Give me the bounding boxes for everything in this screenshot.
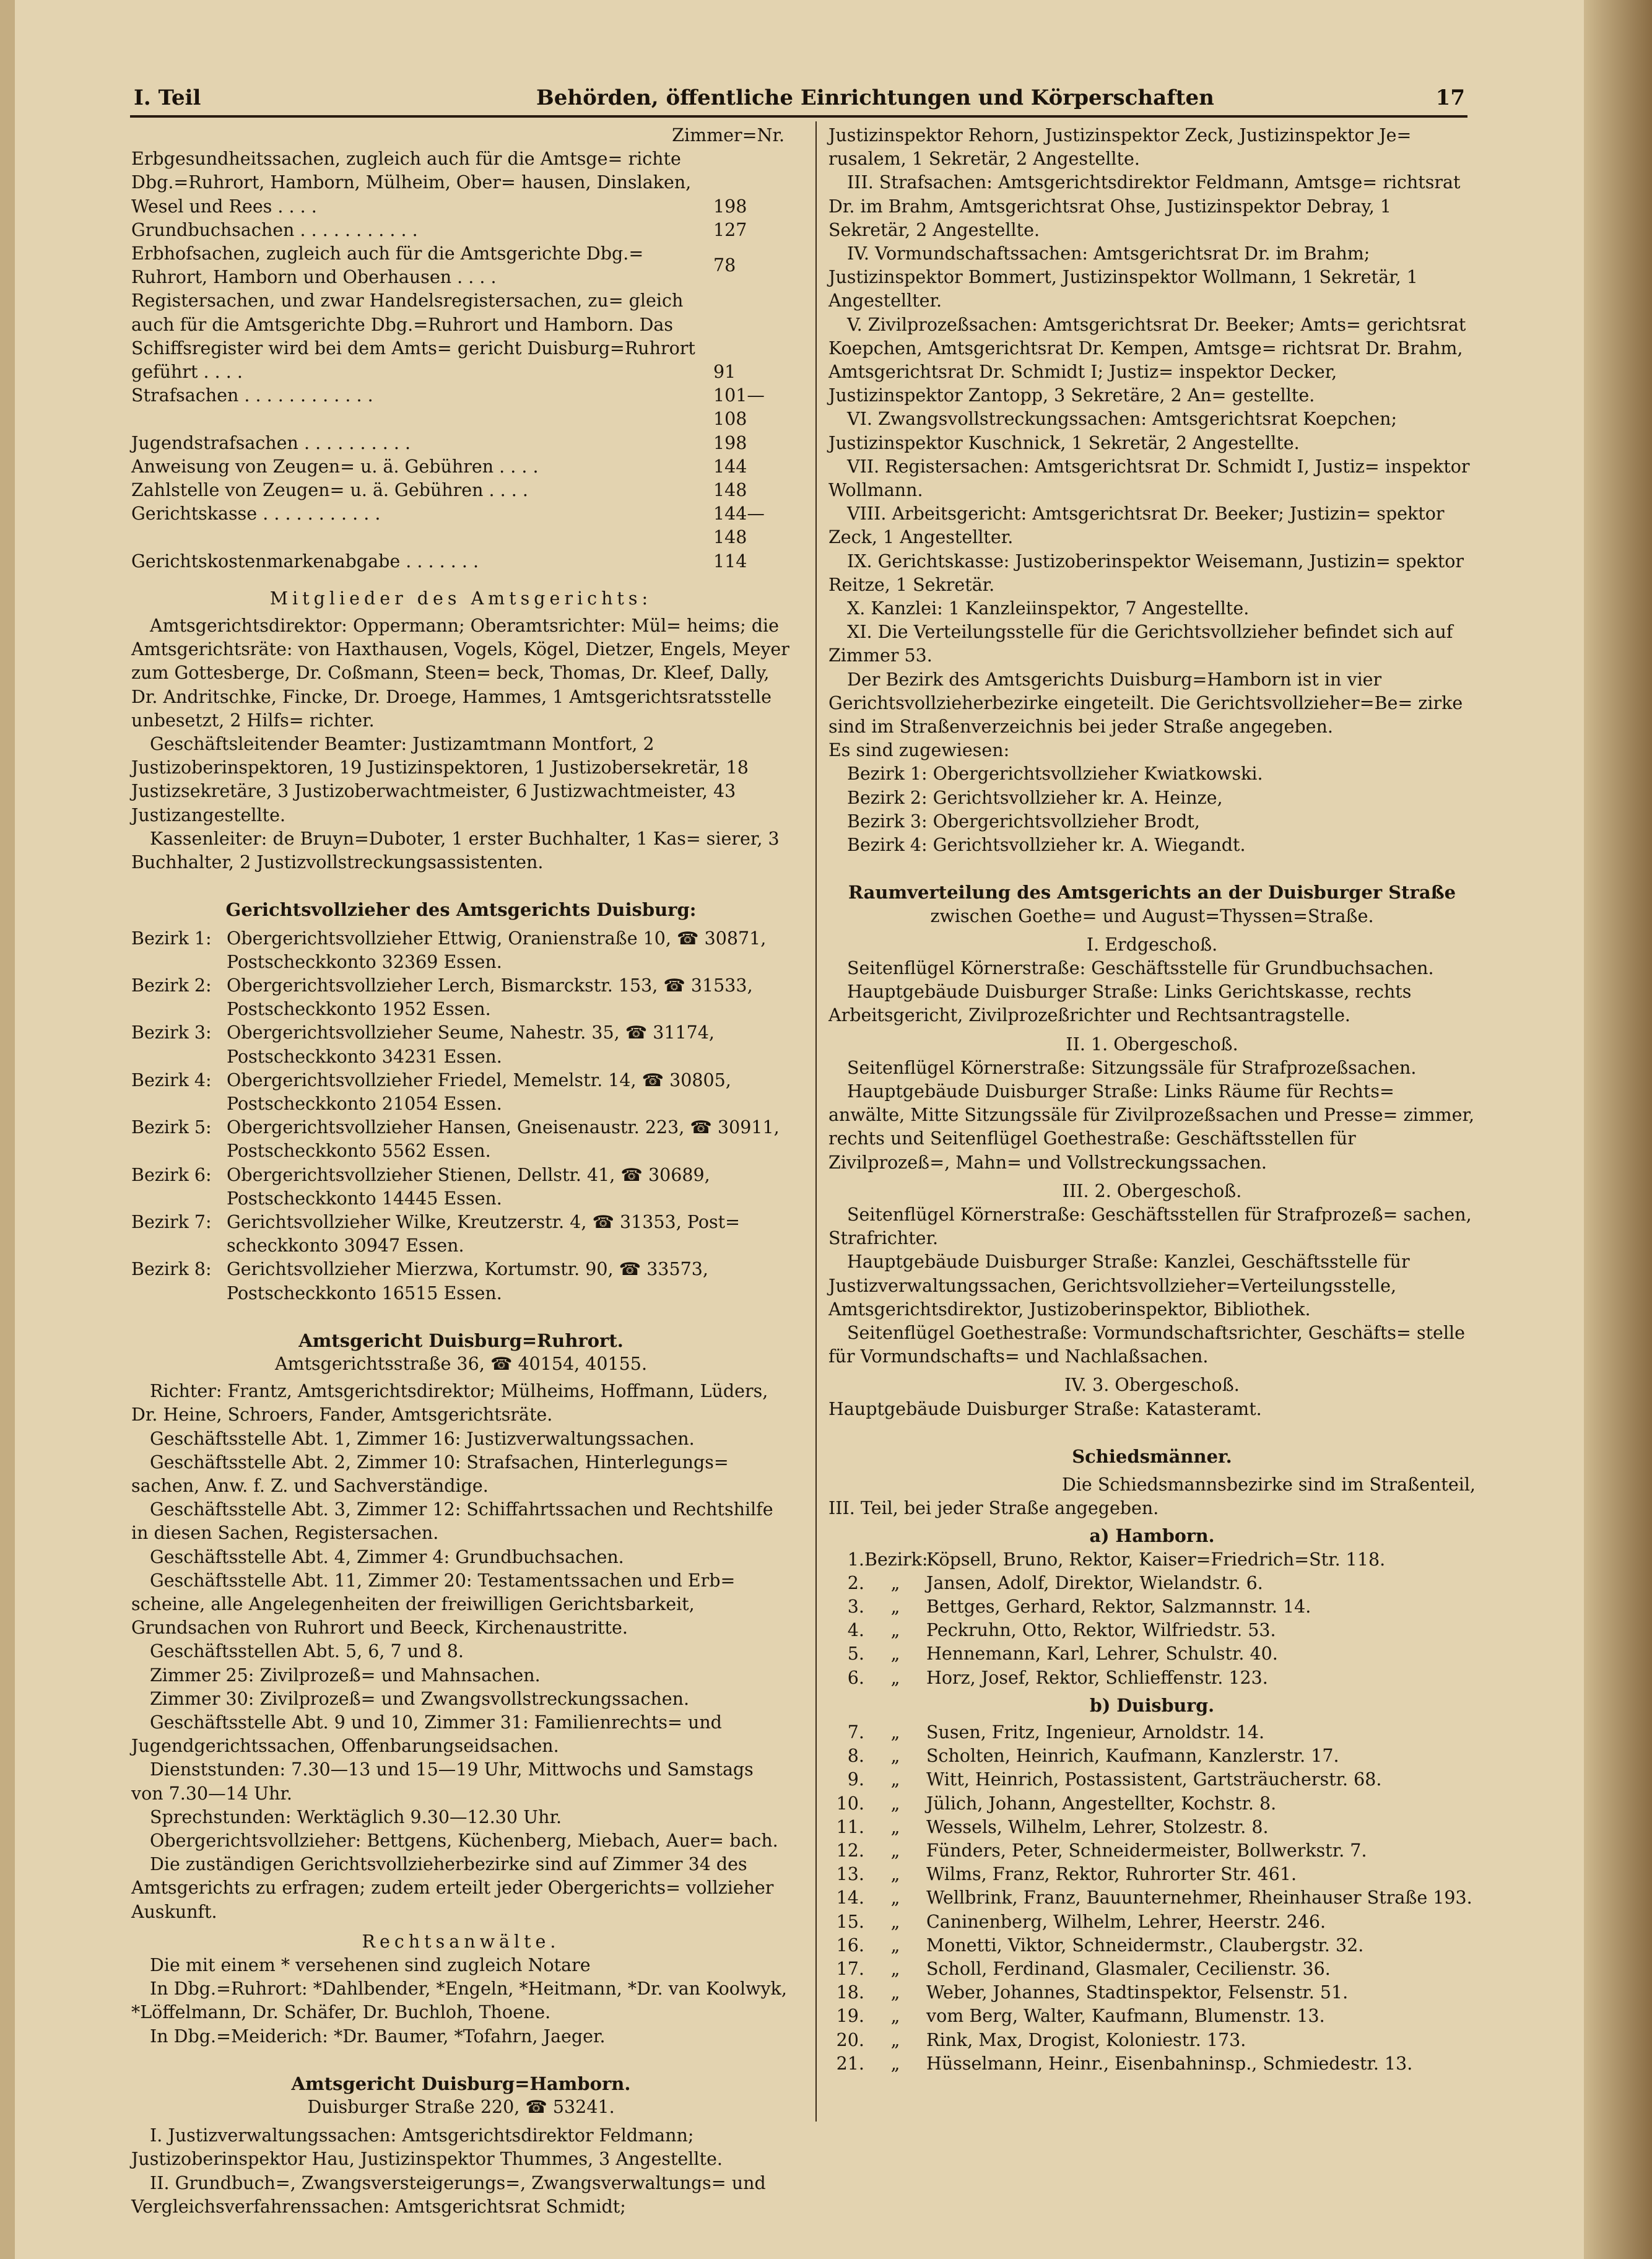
members-heading: Mitglieder des Amtsgerichts: [269,588,653,609]
floor-title: III. 2. Obergeschoß. [1062,1180,1242,1201]
raum-subheading: zwischen Goethe= und August=Thyssen=Straße. [930,905,1374,926]
floor-para: Hauptgebäude Duisburger Straße: Katasteramt. [828,1398,1262,1419]
hamborn-para: I. Justizverwaltungssachen: Amtsgerichtsdirektor Feldmann; Justizoberinspektor Hau, Justizinspektor Thummes, 3 Angestellte. [131,2125,723,2170]
ruhrort-para: Zimmer 25: Zivilprozeß= und Mahnsachen. [150,1665,541,1686]
list-item: 18. „ Weber, Johannes, Stadtinspektor, Felsenstr. 51. [836,1982,1349,2003]
right-column [828,124,1476,2076]
hamborn-address: Duisburger Straße 220, ☎ 53241. [307,2097,615,2118]
gv-entry: Bezirk 4: Obergerichtsvollzieher Friedel, Memelstr. 14, ☎ 30805, Postscheckkonto 21054 Essen. [131,1069,731,1114]
ruhrort-para: Obergerichtsvollzieher: Bettgens, Küchenberg, Miebach, Auer= bach. [150,1830,778,1852]
list-item: 7. „ Susen, Fritz, Ingenieur, Arnoldstr. 14. [847,1722,1265,1743]
cont-para: VI. Zwangsvollstreckungssachen: Amtsgerichtsrat Koepchen; Justizinspektor Kuschnick, 1 Sekretär, 2 Angestellte. [828,409,1398,453]
header-rule [130,115,1467,118]
list-item: 9. „ Witt, Heinrich, Postassistent, Gartsträucherstr. 68. [847,1769,1382,1790]
hamborn-heading: Amtsgericht Duisburg=Hamborn. [291,2073,631,2094]
floor-para: Hauptgebäude Duisburger Straße: Kanzlei, Geschäftsstelle für Justizverwaltungssachen, Gerichtsvollzieher=Verteilungsstelle, Amtsgerichtsdirektor, Justizoberinspektor, Bibliothek. [828,1251,1410,1320]
ruhrort-para: Dienststunden: 7.30—13 und 15—19 Uhr, Mittwochs und Samstags von 7.30—14 Uhr. [131,1759,754,1804]
gv-entry: Bezirk 5: Obergerichtsvollzieher Hansen, Gneisenaustr. 223, ☎ 30911, Postscheckkonto 5562 Essen. [131,1117,780,1162]
page-edge-shadow [1584,0,1652,2259]
index-row: Gerichtskasse . . . . . . . . . . . 144—148 [131,503,765,548]
members-para: Kassenleiter: de Bruyn=Duboter, 1 erster Buchhalter, 1 Kas= sierer, 3 Buchhalter, 2 Justizvollstreckungsassistenten. [131,828,780,873]
floor-title: I. Erdgeschoß. [1086,934,1218,955]
list-item: 8. „ Scholten, Heinrich, Kaufmann, Kanzlerstr. 17. [847,1746,1339,1767]
list-item: 17. „ Scholl, Ferdinand, Glasmaler, Cecilienstr. 36. [836,1959,1331,1980]
ra-heading: Rechtsanwälte. [362,1931,560,1952]
raum-heading: Raumverteilung des Amtsgerichts an der Duisburger Straße [848,882,1456,903]
floor-para: Seitenflügel Goethestraße: Vormundschaftsrichter, Geschäfts= stelle für Vormundschafts= und Nachlaßsachen. [828,1322,1466,1367]
floor-title: IV. 3. Obergeschoß. [1064,1375,1240,1396]
ruhrort-para: Geschäftsstelle Abt. 11, Zimmer 20: Testamentssachen und Erb= scheine, alle Angelegenheiten der freiwilligen Gerichtsbarkeit, Grundsachen von Ruhrort und Beeck, Kirchenaustritte. [131,1570,736,1639]
cont-para: IX. Gerichtskasse: Justizoberinspektor Weisemann, Justizin= spektor Reitze, 1 Sekretär. [828,551,1464,595]
list-item: 10. „ Jülich, Johann, Angestellter, Kochstr. 8. [836,1793,1277,1814]
index-row: Erbgesundheitssachen, zugleich auch für die Amtsge= richte Dbg.=Ruhrort, Hamborn, Mülheim, Ober= hausen, Dinslaken, Wesel und Rees . . . . 198 [131,149,747,217]
left-column [131,124,791,2219]
list-item: 14. „ Wellbrink, Franz, Bauunternehmer, Rheinhauser Straße 193. [836,1887,1472,1909]
schiedsmaenner-intro: Die Schiedsmannsbezirke sind im Straßenteil, [1061,1474,1476,1495]
part-label: I. Teil [134,85,201,110]
ra-para: In Dbg.=Meiderich: *Dr. Baumer, *Tofahrn, Jaeger. [150,2026,606,2047]
list-item: 11. „ Wessels, Wilhelm, Lehrer, Stolzestr. 8. [836,1816,1269,1837]
cont-para: IV. Vormundschaftssachen: Amtsgerichtsrat Dr. im Brahm; Justizinspektor Bommert, Justizinspektor Wollmann, 1 Sekretär, 1 Angestellter. [828,243,1418,311]
gv-entry: Bezirk 7: Gerichtsvollzieher Wilke, Kreutzerstr. 4, ☎ 31353, Post= scheckkonto 30947 Essen. [131,1211,740,1256]
list-item: 12. „ Fünders, Peter, Schneidermeister, Bollwerkstr. 7. [836,1840,1367,1861]
ra-para: Die mit einem * versehenen sind zugleich Notare [150,1955,591,1976]
index-row: Zahlstelle von Zeugen= u. ä. Gebühren . . . . 148 [131,480,747,501]
list-item: 3. „ Bettges, Gerhard, Rektor, Salzmannstr. 14. [847,1596,1311,1617]
list-item: 21. „ Hüsselmann, Heinr., Eisenbahninsp., Schmiedestr. 13. [836,2053,1413,2074]
gv-entry: Bezirk 6: Obergerichtsvollzieher Stienen, Dellstr. 41, ☎ 30689, Postscheckkonto 14445 Essen. [131,1164,710,1209]
index-row: Erbhofsachen, zugleich auch für die Amtsgerichte Dbg.= Ruhrort, Hamborn und Oberhausen . . . . 78 [131,243,736,288]
running-header [134,85,1465,115]
cont-para: VII. Registersachen: Amtsgerichtsrat Dr. Schmidt I, Justiz= inspektor Wollmann. [828,456,1470,501]
header-title: Behörden, öffentliche Einrichtungen und Körperschaften [536,85,1214,110]
duisburg-list [828,1721,1476,2076]
cont-para: XI. Die Verteilungsstelle für die Gerichtsvollzieher befindet sich auf Zimmer 53. [828,622,1453,666]
ruhrort-para: Geschäftsstelle Abt. 2, Zimmer 10: Strafsachen, Hinterlegungs= sachen, Anw. f. Z. und Sachverständige. [131,1452,729,1496]
floor-para: Hauptgebäude Duisburger Straße: Links Räume für Rechts= anwälte, Mitte Sitzungssäle für Zivilprozeßsachen und Presse= zimmer, rechts und Seitenflügel Goethestraße: Geschäftsstellen für Zivilprozeß=, Mahn= und Vollstreckungssachen. [828,1081,1475,1173]
cont-para: III. Strafsachen: Amtsgerichtsdirektor Feldmann, Amtsge= richtsrat Dr. im Brahm, Amtsgerichtsrat Ohse, Justizinspektor Debray, 1 Sekretär, 2 Angestellte. [828,172,1461,240]
hamborn-para: II. Grundbuch=, Zwangsversteigerungs=, Zwangsverwaltungs= und Vergleichsverfahrenssachen: Amtsgerichtsrat Schmidt; [131,2172,766,2217]
ruhrort-para: Geschäftsstelle Abt. 1, Zimmer 16: Justizverwaltungssachen. [150,1428,695,1449]
assigned-list [828,762,1476,857]
gv-entry: Bezirk 3: Obergerichtsvollzieher Seume, Nahestr. 35, ☎ 31174, Postscheckkonto 34231 Essen. [131,1022,715,1067]
assigned-item: Bezirk 3: Obergerichtsvollzieher Brodt, [847,811,1200,832]
floor-para: Hauptgebäude Duisburger Straße: Links Gerichtskasse, rechts Arbeitsgericht, Zivilprozeßrichter und Rechtsantragstelle. [828,982,1412,1026]
list-item: 1. Bezirk: Köpsell, Bruno, Rektor, Kaiser=Friedrich=Str. 118. [847,1549,1386,1570]
gv-entry: Bezirk 2: Obergerichtsvollzieher Lerch, Bismarckstr. 153, ☎ 31533, Postscheckkonto 1952 Essen. [131,975,753,1020]
ruhrort-para: Die zuständigen Gerichtsvollzieherbezirke sind auf Zimmer 34 des Amtsgerichts zu erfragen; zudem erteilt jeder Obergerichts= vollzieher Auskunft. [131,1854,774,1922]
list-item: 4. „ Peckruhn, Otto, Rektor, Wilfriedstr. 53. [847,1620,1276,1641]
schiedsmaenner-intro: III. Teil, bei jeder Straße angegeben. [828,1498,1159,1519]
list-item: 2. „ Jansen, Adolf, Direktor, Wielandstr. 6. [847,1572,1263,1593]
ra-para: In Dbg.=Ruhrort: *Dahlbender, *Engeln, *Heitmann, *Dr. van Koolwyk, *Löffelmann, Dr. Schäfer, Dr. Buchloh, Thoene. [131,1978,787,2023]
gv-heading: Gerichtsvollzieher des Amtsgerichts Duisburg: [225,899,697,921]
cont-para: X. Kanzlei: 1 Kanzleiinspektor, 7 Angestellte. [847,598,1250,619]
cont-para: VIII. Arbeitsgericht: Amtsgerichtsrat Dr. Beeker; Justizin= spektor Zeck, 1 Angestellter. [828,503,1445,548]
column-divider [815,121,817,2122]
cont-para: V. Zivilprozeßsachen: Amtsgerichtsrat Dr. Beeker; Amts= gerichtsrat Koepchen, Amtsgerichtsrat Dr. Kempen, Amtsge= richtsrat Dr. Brahm, Amtsgerichtsrat Dr. Schmidt I; Justiz= inspektor Decker, Justizinspektor Zantopp, 3 Sekretäre, 2 An= gestellte. [828,314,1466,406]
page-gutter [0,0,15,2259]
room-index [131,147,791,573]
assigned-item: Bezirk 4: Gerichtsvollzieher kr. A. Wiegandt. [847,835,1246,856]
index-row: Jugendstrafsachen . . . . . . . . . . 198 [131,432,747,453]
ruhrort-para: Sprechstunden: Werktäglich 9.30—12.30 Uhr. [150,1806,562,1827]
zimmer-label: Zimmer=Nr. [672,125,785,146]
list-item: 16. „ Monetti, Viktor, Schneidermstr., Claubergstr. 32. [836,1935,1364,1956]
index-row: Registersachen, und zwar Handelsregistersachen, zu= gleich auch für die Amtsgerichte Dbg.=Ruhrort und Hamborn. Das Schiffsregister wird bei dem Amts= gericht Duisburg=Ruhrort geführt . . . . 91 [131,290,736,383]
floor-para: Seitenflügel Körnerstraße: Geschäftsstellen für Strafprozeß= sachen, Strafrichter. [828,1204,1472,1249]
hamborn-list [828,1548,1476,1690]
subheading-duisburg: b) Duisburg. [1089,1694,1215,1716]
list-item: 20. „ Rink, Max, Drogist, Koloniestr. 173. [836,2029,1246,2050]
floor-para: Seitenflügel Körnerstraße: Geschäftsstelle für Grundbuchsachen. [847,957,1434,978]
index-row: Strafsachen . . . . . . . . . . . . 101—108 [131,385,765,430]
ruhrort-para: Geschäftsstelle Abt. 4, Zimmer 4: Grundbuchsachen. [150,1546,624,1567]
assigned-item: Bezirk 2: Gerichtsvollzieher kr. A. Heinze, [847,787,1223,808]
ruhrort-address: Amtsgerichtsstraße 36, ☎ 40154, 40155. [274,1353,648,1374]
index-row: Grundbuchsachen . . . . . . . . . . . 127 [131,219,747,240]
list-item: 6. „ Horz, Josef, Rektor, Schlieffenstr. 123. [847,1667,1268,1688]
cont-para: Es sind zugewiesen: [828,740,1010,761]
ruhrort-para: Geschäftsstelle Abt. 9 und 10, Zimmer 31: Familienrechts= und Jugendgerichtssachen, Offenbarungseidsachen. [131,1712,722,1757]
gv-entry: Bezirk 1: Obergerichtsvollzieher Ettwig, Oranienstraße 10, ☎ 30871, Postscheckkonto 32369 Essen. [131,928,767,972]
gv-list [131,927,791,1305]
index-row: Gerichtskostenmarkenabgabe . . . . . . . 114 [131,551,747,572]
list-item: 13. „ Wilms, Franz, Rektor, Ruhrorter Str. 461. [836,1864,1297,1885]
ruhrort-para: Richter: Frantz, Amtsgerichtsdirektor; Mülheims, Hoffmann, Lüders, Dr. Heine, Schroers, Fander, Amtsgerichtsräte. [131,1381,768,1425]
schiedsmaenner-heading: Schiedsmänner. [1072,1445,1232,1467]
assigned-item: Bezirk 1: Obergerichtsvollzieher Kwiatkowski. [847,764,1263,785]
floor-title: II. 1. Obergeschoß. [1066,1034,1238,1055]
members-para: Amtsgerichtsdirektor: Oppermann; Oberamtsrichter: Mül= heims; die Amtsgerichtsräte: von Haxthausen, Vogels, Kögel, Dietzer, Engels, Meyer zum Gottesberge, Dr. Coßmann, Steen= beck, Thomas, Dr. Kleef, Dally, Dr. Andritschke, Fincke, Dr. Droege, Hammes, 1 Amtsgerichtsratsstelle unbesetzt, 2 Hilfs= richter. [131,616,789,731]
ruhrort-para: Geschäftsstellen Abt. 5, 6, 7 und 8. [150,1641,464,1662]
cont-para: Justizinspektor Rehorn, Justizinspektor Zeck, Justizinspektor Je= rusalem, 1 Sekretär, 2 Angestellte. [828,125,1412,170]
list-item: 5. „ Hennemann, Karl, Lehrer, Schulstr. 40. [847,1643,1278,1665]
floor-para: Seitenflügel Körnerstraße: Sitzungssäle für Strafprozeßsachen. [847,1057,1417,1078]
list-item: 19. „ vom Berg, Walter, Kaufmann, Blumenstr. 13. [836,2006,1325,2027]
ruhrort-para: Geschäftsstelle Abt. 3, Zimmer 12: Schiffahrtssachen und Rechtshilfe in diesen Sachen, Registersachen. [131,1499,773,1544]
page-number: 17 [1435,85,1465,110]
list-item: 15. „ Caninenberg, Wilhelm, Lehrer, Heerstr. 246. [836,1911,1326,1932]
ruhrort-heading: Amtsgericht Duisburg=Ruhrort. [298,1330,624,1351]
members-para: Geschäftsleitender Beamter: Justizamtmann Montfort, 2 Justizoberinspektoren, 19 Justizinspektoren, 1 Justizobersekretär, 18 Justizsekretäre, 3 Justizoberwachtmeister, 6 Justizwachtmeister, 43 Justizangestellte. [131,734,749,825]
subheading-hamborn: a) Hamborn. [1089,1525,1215,1547]
ruhrort-para: Zimmer 30: Zivilprozeß= und Zwangsvollstreckungssachen. [150,1688,690,1709]
cont-para: Der Bezirk des Amtsgerichts Duisburg=Hamborn ist in vier Gerichtsvollzieherbezirke eingeteilt. Die Gerichtsvollzieher=Be= zirke sind im Straßenverzeichnis bei jeder Straße angegeben. [828,669,1463,738]
gv-entry: Bezirk 8: Gerichtsvollzieher Mierzwa, Kortumstr. 90, ☎ 33573, Postscheckkonto 16515 Essen. [131,1259,708,1304]
index-row: Anweisung von Zeugen= u. ä. Gebühren . . . . 144 [131,456,747,477]
